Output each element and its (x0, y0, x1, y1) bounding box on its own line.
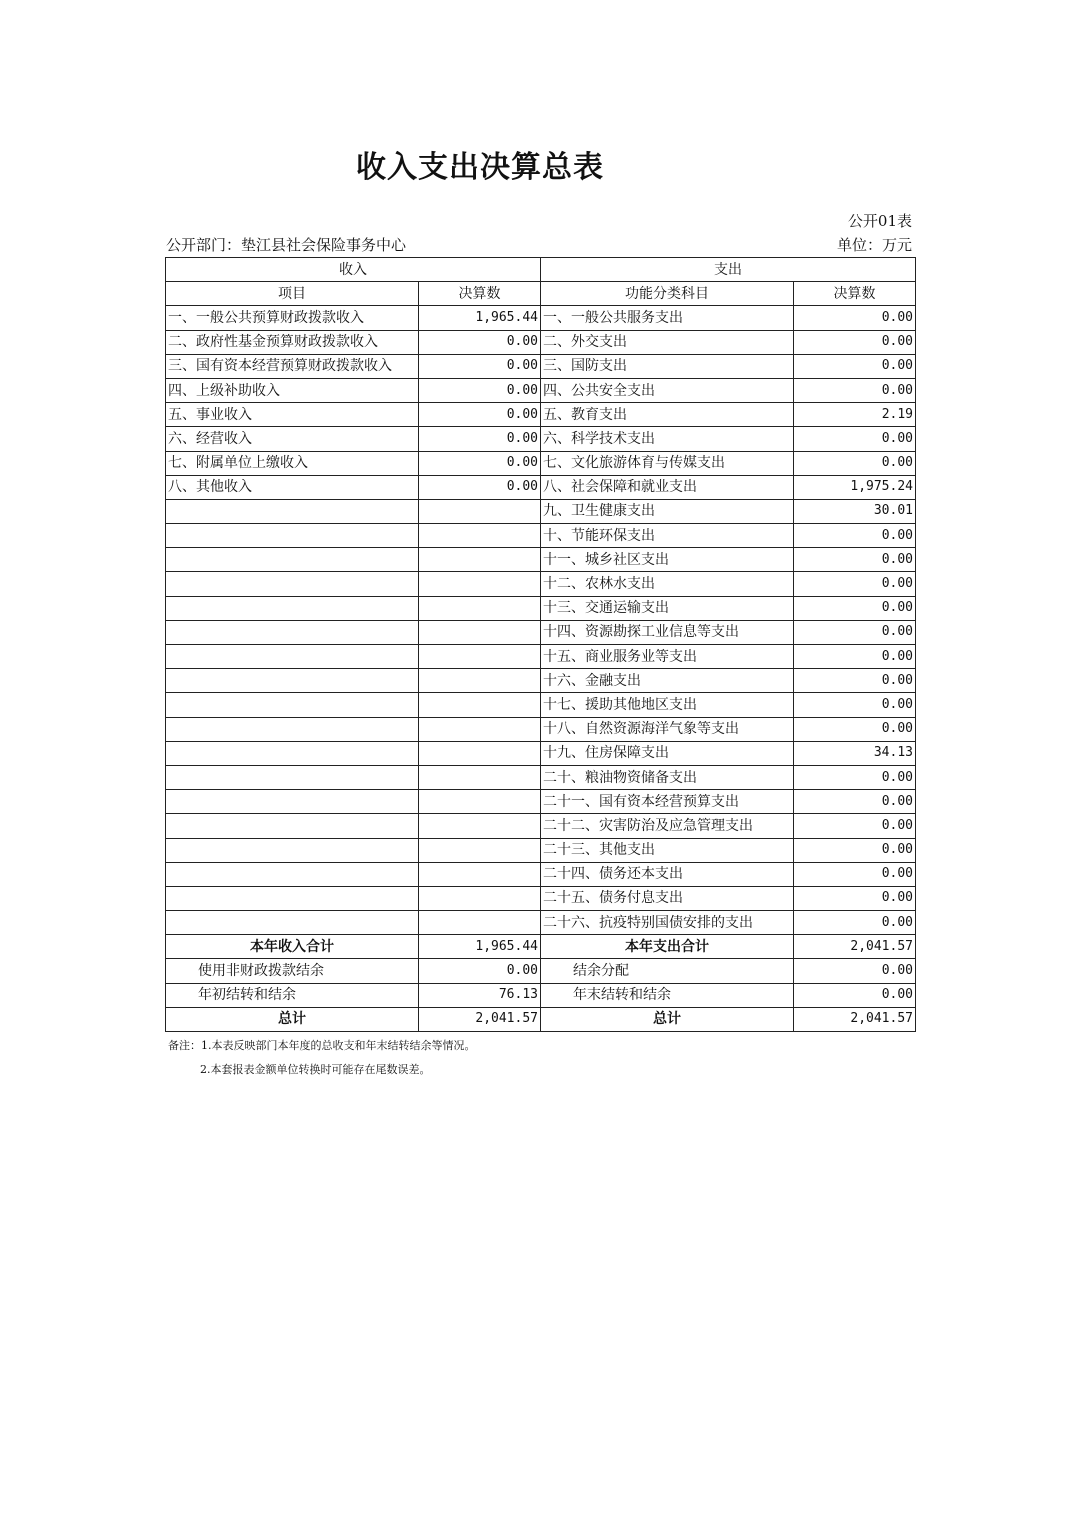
expense-item-value: 0.00 (794, 548, 916, 572)
income-item-label (166, 838, 419, 862)
income-item-label: 四、上级补助收入 (166, 378, 419, 402)
income-item-label (166, 572, 419, 596)
expense-item-value: 0.00 (794, 862, 916, 886)
expense-item-label: 十一、城乡社区支出 (541, 548, 794, 572)
table-row (166, 548, 916, 572)
income-item-value (419, 669, 541, 693)
unit-label: 单位：万元 (836, 236, 912, 254)
expense-item-value: 0.00 (794, 645, 916, 669)
table-row (166, 790, 916, 814)
income-item-value (419, 693, 541, 717)
page-title: 收入支出决算总表 (356, 150, 604, 185)
year-income-label: 本年收入合计 (166, 935, 419, 959)
expense-item-label: 四、公共安全支出 (541, 378, 794, 402)
expense-item-value: 0.00 (794, 572, 916, 596)
expense-item-label: 八、社会保障和就业支出 (541, 475, 794, 499)
income-item-label: 五、事业收入 (166, 403, 419, 427)
expense-item-label: 二十一、国有资本经营预算支出 (541, 790, 794, 814)
table-row (166, 862, 916, 886)
income-item-value (419, 548, 541, 572)
expense-item-label: 二十四、债务还本支出 (541, 862, 794, 886)
expense-item-value: 34.13 (794, 741, 916, 765)
expense-item-value: 0.00 (794, 330, 916, 354)
expense-item-value: 1,975.24 (794, 475, 916, 499)
expense-item-value: 0.00 (794, 306, 916, 330)
income-item-label: 七、附属单位上缴收入 (166, 451, 419, 475)
income-item-label (166, 669, 419, 693)
surplus-dist-label: 结余分配 (541, 959, 794, 983)
income-item-value (419, 717, 541, 741)
expense-item-value: 0.00 (794, 814, 916, 838)
table-row (166, 645, 916, 669)
table-row (166, 911, 916, 935)
income-item-value: 1,965.44 (419, 306, 541, 330)
income-item-label (166, 814, 419, 838)
income-item-value (419, 814, 541, 838)
income-item-value (419, 765, 541, 789)
notes (168, 1034, 476, 1082)
income-item-label (166, 524, 419, 548)
expense-item-label: 一、一般公共服务支出 (541, 306, 794, 330)
table-row (166, 620, 916, 644)
expense-item-label: 二、外交支出 (541, 330, 794, 354)
expense-item-label: 二十、粮油物资储备支出 (541, 765, 794, 789)
income-item-value (419, 838, 541, 862)
table-row (166, 717, 916, 741)
expense-item-label: 十八、自然资源海洋气象等支出 (541, 717, 794, 741)
income-item-label (166, 790, 419, 814)
income-item-value: 0.00 (419, 330, 541, 354)
expense-item-label: 十三、交通运输支出 (541, 596, 794, 620)
income-item-label (166, 693, 419, 717)
income-item-value: 0.00 (419, 451, 541, 475)
income-item-value (419, 886, 541, 910)
income-item-label: 一、一般公共预算财政拨款收入 (166, 306, 419, 330)
expense-item-value: 0.00 (794, 669, 916, 693)
table-row (166, 596, 916, 620)
income-item-value: 0.00 (419, 403, 541, 427)
expense-item-label: 七、文化旅游体育与传媒支出 (541, 451, 794, 475)
total-income-value: 2,041.57 (419, 1007, 541, 1031)
income-item-label (166, 862, 419, 886)
expense-item-value: 0.00 (794, 790, 916, 814)
income-item-value (419, 645, 541, 669)
table-row (166, 403, 916, 427)
expense-item-value: 0.00 (794, 524, 916, 548)
expense-item-value: 0.00 (794, 693, 916, 717)
expense-item-value: 0.00 (794, 717, 916, 741)
note-line-2: 2.本套报表金额单位转换时可能存在尾数误差。 (200, 1063, 431, 1076)
budget-table (165, 257, 916, 1032)
income-item-label (166, 911, 419, 935)
category-header: 功能分类科目 (541, 282, 794, 306)
table-row (166, 524, 916, 548)
income-item-value (419, 862, 541, 886)
expense-item-value: 0.00 (794, 451, 916, 475)
column-header-row (166, 282, 916, 306)
begin-carryover-label: 年初结转和结余 (166, 983, 419, 1007)
department-label: 公开部门：垫江县社会保险事务中心 (166, 236, 407, 254)
amount-header: 决算数 (419, 282, 541, 306)
income-item-value (419, 741, 541, 765)
income-item-value (419, 499, 541, 523)
table-row (166, 838, 916, 862)
expense-item-value: 2.19 (794, 403, 916, 427)
carryover-row (166, 983, 916, 1007)
table-row (166, 354, 916, 378)
table-row (166, 765, 916, 789)
income-item-value: 0.00 (419, 475, 541, 499)
income-item-label (166, 645, 419, 669)
expense-item-label: 十五、商业服务业等支出 (541, 645, 794, 669)
table-row (166, 475, 916, 499)
nonfiscal-label: 使用非财政拨款结余 (166, 959, 419, 983)
income-item-value (419, 620, 541, 644)
item-header: 项目 (166, 282, 419, 306)
income-item-label: 六、经营收入 (166, 427, 419, 451)
expense-item-label: 十四、资源勘探工业信息等支出 (541, 620, 794, 644)
table-row (166, 330, 916, 354)
expense-item-label: 十七、援助其他地区支出 (541, 693, 794, 717)
expense-item-value: 0.00 (794, 838, 916, 862)
table-row (166, 306, 916, 330)
table-row (166, 693, 916, 717)
total-income-label: 总计 (166, 1007, 419, 1031)
end-carryover-label: 年末结转和结余 (541, 983, 794, 1007)
table-row (166, 669, 916, 693)
income-item-label: 八、其他收入 (166, 475, 419, 499)
year-income-value: 1,965.44 (419, 935, 541, 959)
expense-item-label: 十六、金融支出 (541, 669, 794, 693)
expense-item-label: 九、卫生健康支出 (541, 499, 794, 523)
income-item-value: 0.00 (419, 354, 541, 378)
income-header: 收入 (166, 258, 541, 282)
income-item-label (166, 765, 419, 789)
income-item-value (419, 911, 541, 935)
income-item-label (166, 886, 419, 910)
expense-item-value: 0.00 (794, 427, 916, 451)
expense-item-value: 30.01 (794, 499, 916, 523)
income-item-label (166, 741, 419, 765)
expense-header: 支出 (541, 258, 916, 282)
expense-item-value: 0.00 (794, 354, 916, 378)
table-row (166, 741, 916, 765)
expense-item-value: 0.00 (794, 886, 916, 910)
total-expense-value: 2,041.57 (794, 1007, 916, 1031)
expense-item-value: 0.00 (794, 620, 916, 644)
table-row (166, 886, 916, 910)
income-item-label: 三、国有资本经营预算财政拨款收入 (166, 354, 419, 378)
table-row (166, 499, 916, 523)
expense-item-label: 二十五、债务付息支出 (541, 886, 794, 910)
expense-item-value: 0.00 (794, 911, 916, 935)
expense-item-label: 十二、农林水支出 (541, 572, 794, 596)
section-header-row (166, 258, 916, 282)
end-carryover-value: 0.00 (794, 983, 916, 1007)
table-row (166, 427, 916, 451)
expense-item-label: 二十二、灾害防治及应急管理支出 (541, 814, 794, 838)
income-item-label (166, 548, 419, 572)
expense-item-label: 六、科学技术支出 (541, 427, 794, 451)
expense-item-label: 十九、住房保障支出 (541, 741, 794, 765)
expense-item-value: 0.00 (794, 378, 916, 402)
expense-item-label: 二十六、抗疫特别国债安排的支出 (541, 911, 794, 935)
income-item-value (419, 524, 541, 548)
year-expense-value: 2,041.57 (794, 935, 916, 959)
income-item-label: 二、政府性基金预算财政拨款收入 (166, 330, 419, 354)
surplus-dist-value: 0.00 (794, 959, 916, 983)
income-item-label (166, 596, 419, 620)
table-row (166, 451, 916, 475)
expense-item-label: 十、节能环保支出 (541, 524, 794, 548)
amount-header-2: 决算数 (794, 282, 916, 306)
expense-item-value: 0.00 (794, 765, 916, 789)
form-number: 公开01表 (847, 212, 912, 230)
table-row (166, 572, 916, 596)
table-row (166, 378, 916, 402)
expense-item-value: 0.00 (794, 596, 916, 620)
income-item-value (419, 596, 541, 620)
note-line-1: 备注：1.本表反映部门本年度的总收支和年末结转结余等情况。 (168, 1039, 476, 1052)
begin-carryover-value: 76.13 (419, 983, 541, 1007)
total-expense-label: 总计 (541, 1007, 794, 1031)
expense-item-label: 三、国防支出 (541, 354, 794, 378)
income-item-value: 0.00 (419, 427, 541, 451)
nonfiscal-row (166, 959, 916, 983)
expense-item-label: 二十三、其他支出 (541, 838, 794, 862)
income-item-value: 0.00 (419, 378, 541, 402)
year-expense-label: 本年支出合计 (541, 935, 794, 959)
income-item-value (419, 572, 541, 596)
income-item-label (166, 620, 419, 644)
year-total-row (166, 935, 916, 959)
income-item-value (419, 790, 541, 814)
income-item-label (166, 499, 419, 523)
grand-total-row (166, 1007, 916, 1031)
income-item-label (166, 717, 419, 741)
expense-item-label: 五、教育支出 (541, 403, 794, 427)
nonfiscal-value: 0.00 (419, 959, 541, 983)
table-row (166, 814, 916, 838)
